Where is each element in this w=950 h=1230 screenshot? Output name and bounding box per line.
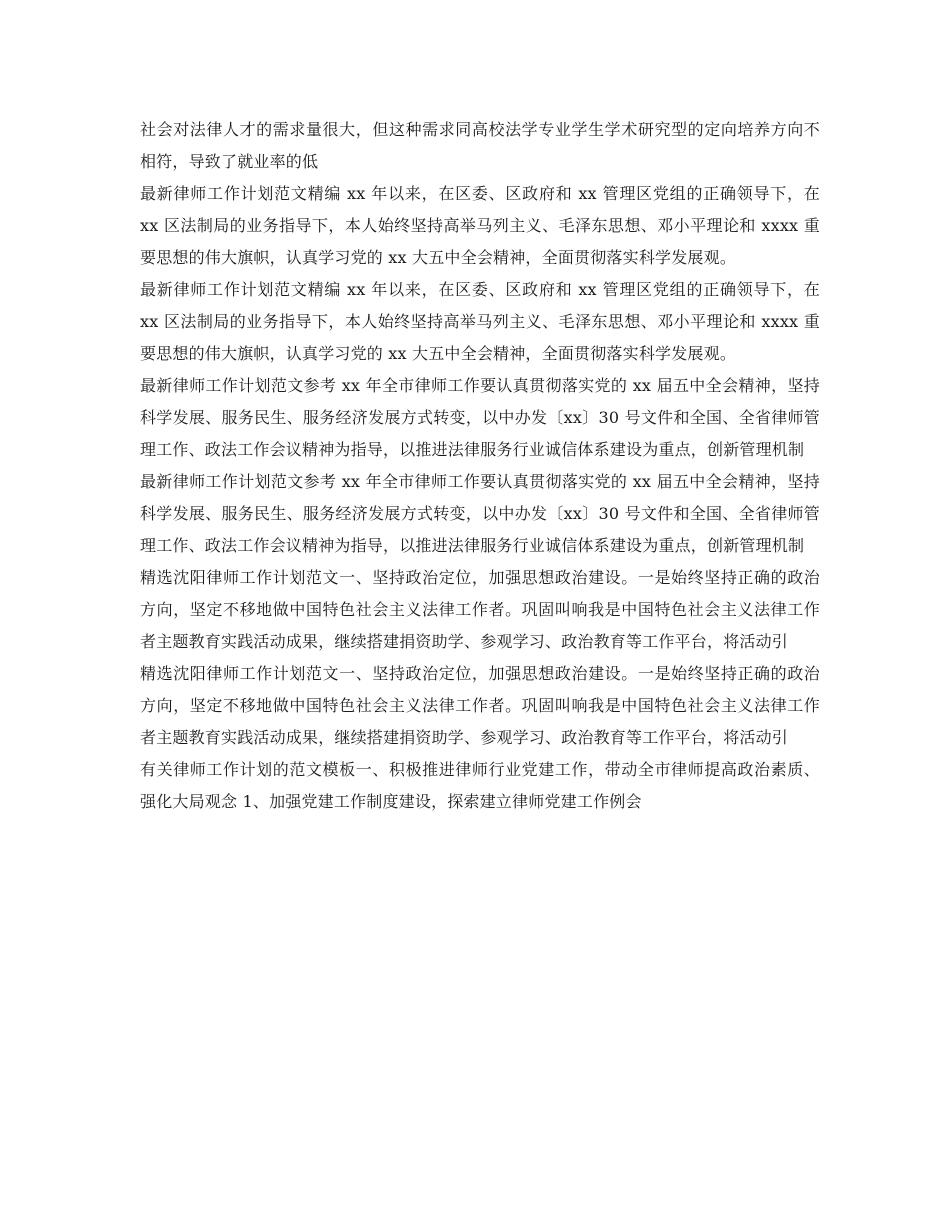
paragraph-2: 最新律师工作计划范文精编 xx 年以来，在区委、区政府和 xx 管理区党组的正确领导下，在 xx 区法制局的业务指导下，本人始终坚持高举马列主义、毛泽东思想、邓小平理论和 xxxx 重要思想的伟大旗帜，认真学习党的 xx 大五中全会精神，全面贯彻落实科学发展观。	[140, 184, 820, 267]
paragraph-5: 最新律师工作计划范文参考 xx 年全市律师工作要认真贯彻落实党的 xx 届五中全会精神，坚持科学发展、服务民生、服务经济发展方式转变，以中办发〔xx〕30 号文件和全国、全省律师管理工作、政法工作会议精神为指导，以推进法律服务行业诚信体系建设为重点，创新管理机制	[140, 472, 820, 555]
paragraph-1: 社会对法律人才的需求量很大，但这种需求同高校法学专业学生学术研究型的定向培养方向不相符，导致了就业率的低	[140, 120, 820, 171]
paragraph-4: 最新律师工作计划范文参考 xx 年全市律师工作要认真贯彻落实党的 xx 届五中全会精神，坚持科学发展、服务民生、服务经济发展方式转变，以中办发〔xx〕30 号文件和全国、全省律师管理工作、政法工作会议精神为指导，以推进法律服务行业诚信体系建设为重点，创新管理机制	[140, 376, 820, 459]
document-body	[140, 114, 820, 818]
paragraph-7: 精选沈阳律师工作计划范文一、坚持政治定位，加强思想政治建设。一是始终坚持正确的政治方向，坚定不移地做中国特色社会主义法律工作者。巩固叫响我是中国特色社会主义法律工作者主题教育实践活动成果，继续搭建捐资助学、参观学习、政治教育等工作平台，将活动引	[140, 664, 820, 747]
paragraph-8: 有关律师工作计划的范文模板一、积极推进律师行业党建工作，带动全市律师提高政治素质、强化大局观念 1、加强党建工作制度建设，探索建立律师党建工作例会	[140, 760, 820, 811]
paragraph-6: 精选沈阳律师工作计划范文一、坚持政治定位，加强思想政治建设。一是始终坚持正确的政治方向，坚定不移地做中国特色社会主义法律工作者。巩固叫响我是中国特色社会主义法律工作者主题教育实践活动成果，继续搭建捐资助学、参观学习、政治教育等工作平台，将活动引	[140, 568, 820, 651]
paragraph-3: 最新律师工作计划范文精编 xx 年以来，在区委、区政府和 xx 管理区党组的正确领导下，在 xx 区法制局的业务指导下，本人始终坚持高举马列主义、毛泽东思想、邓小平理论和 xxxx 重要思想的伟大旗帜，认真学习党的 xx 大五中全会精神，全面贯彻落实科学发展观。	[140, 280, 820, 363]
